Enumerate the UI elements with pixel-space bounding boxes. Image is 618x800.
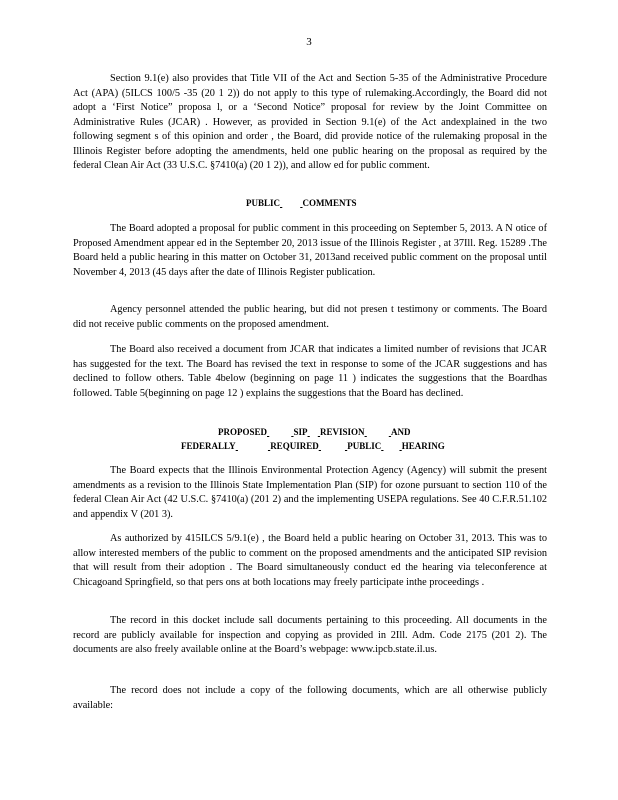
heading-word: PUBLIC — [246, 198, 281, 208]
paragraph-public-hearing: As authorized by 415ILCS 5/9.1(e) , the Board held a public hearing on October 31, 2013. This was to allow interested members of the public to comment on the proposed amendments and the anticipated SIP revision that will result from their adoption . The Board simultaneously conduct ed the hearing via teleconference at Chicagoand Springfield, so that pers ons at both locations may freely participate inthe proceedings . — [73, 533, 547, 588]
heading-word: COMMENTS — [302, 198, 357, 208]
paragraph-record-docket: The record in this docket include sall documents pertaining to this proceeding. All documents in the record are publicly available for inspection and copying as provided in 2Ill. Adm. Code 2175 (201 2). The documents are also freely available online at the Board’s webpage: www.ipcb.state.il.us. — [73, 615, 547, 655]
heading-proposed-sip-revision — [218, 427, 411, 437]
paragraph-jcar-document: The Board also received a document from JCAR that indicates a limited number of revisions that JCAR has suggested for the text. The Board has revised the text in response to some of the JCAR suggestions and has declined to follow others. Table 4below (beginning on page 11 ) indicates the suggestions that the Boardhas followed. Table 5(beginning on page 12 ) explains the suggestions that the Board has declined. — [73, 344, 547, 399]
heading-word: PUBLIC — [347, 441, 382, 451]
heading-word: FEDERALLY — [181, 441, 236, 451]
paragraph-record-exclusions: The record does not include a copy of the following documents, which are all otherwise publicly available: — [73, 685, 547, 711]
heading-federally-required-public-hearing — [181, 441, 445, 451]
heading-word: SIP — [293, 427, 308, 437]
heading-word: REQUIRED — [270, 441, 319, 451]
heading-word: REVISION — [320, 427, 365, 437]
heading-word: AND — [391, 427, 411, 437]
heading-public-comments — [246, 198, 357, 208]
page-number: 3 — [306, 36, 312, 48]
heading-word: HEARING — [401, 441, 445, 451]
heading-word: PROPOSED — [218, 427, 268, 437]
paragraph-agency-personnel: Agency personnel attended the public hearing, but did not presen t testimony or comments. The Board did not receive public comments on the proposed amendment. — [73, 304, 547, 330]
paragraph-sip-submission: The Board expects that the Illinois Environmental Protection Agency (Agency) will submit the present amendments as a revision to the Illinois State Implementation Plan (SIP) for ozone pursuant to section 110 of the federal Clean Air Act (42 U.S.C. §7410(a) (201 2) and the implementing USEPA regulations. See 40 C.F.R.51.102 and appendix V (201 3). — [73, 465, 547, 520]
paragraph-board-adopted-proposal: The Board adopted a proposal for public comment in this proceeding on September 5, 2013. A N otice of Proposed Amendment appear ed in the September 20, 2013 issue of the Illinois Register , at 37Ill. Reg. 15289 .The Board held a public hearing in this matter on October 31, 2013and received public comment on the proposal until November 4, 2013 (45 days after the date of Illinois Register publication. — [73, 223, 547, 278]
paragraph-section-9-1e: Section 9.1(e) also provides that Title VII of the Act and Section 5-35 of the Administrative Procedure Act (APA) (5ILCS 100/5 -35 (20 1 2)) do not apply to this type of rulemaking.Accordingly, the Board did not adopt a ‘First Notice” proposa l, or a ‘Second Notice” proposal for review by the Joint Committee on Administrative Rules (JCAR) . However, as provided in Section 9.1(e) of the Act andexplained in the two following segment s of this opinion and order , the Board, did provide notice of the rulemaking proposal in the Illinois Register before adopting the amendments, held one public hearing on the proposal as required by the federal Clean Air Act (33 U.S.C. §7410(a) (20 1 2)), and allow ed for public comment. — [73, 73, 547, 171]
